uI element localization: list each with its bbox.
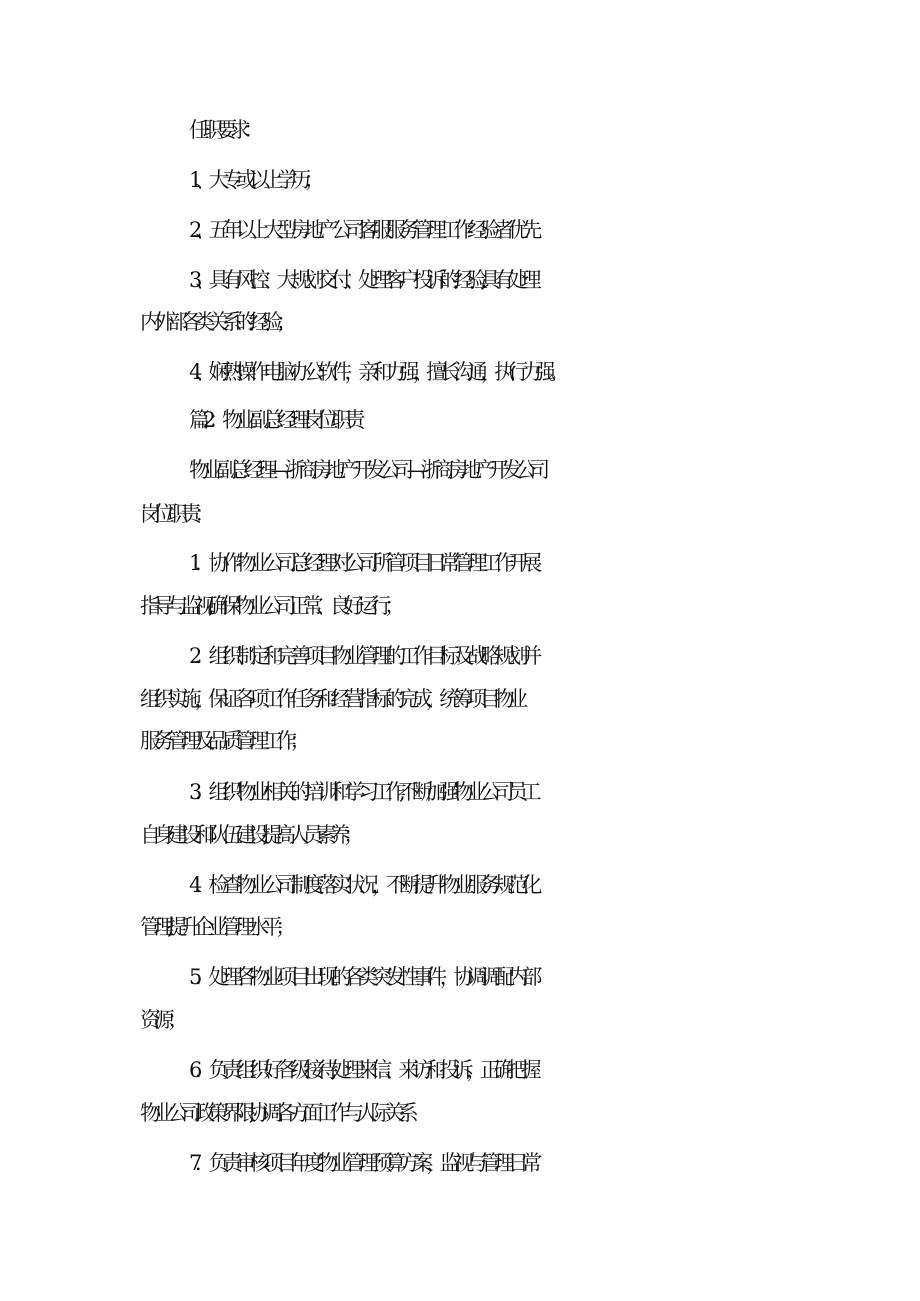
duty-item: 7．负责审核项目年度物业管理预算方案，监视与管理日常 [189, 1151, 535, 1175]
duty-item: 3．组织物业相关的培训和学习工作,不断加强物业公司员工 [189, 780, 535, 804]
duty-item: 1．协作物业公司总经理对公司所管项目日常管理工作开展 [189, 551, 535, 575]
duty-item: 6．负责组织好各级接待,处理来信、来访和投诉，正确把握 [189, 1058, 535, 1082]
requirement-item-continued: 内外部各类关系的经验； [140, 310, 290, 334]
requirement-item: 4、娴熟操作电脑办公软件，亲和力强，擅长沟通，执行力强。 [189, 360, 563, 384]
section-heading-duties: 岗位职责： [140, 502, 208, 526]
duty-item-continued: 管理,提升企业管理水平； [140, 915, 289, 939]
duty-item: 4．检查物业公司制度落实状况，不断提升物业服务规范化 [189, 873, 535, 897]
requirement-item: 1、大专或以上学历； [189, 168, 318, 192]
duty-item-continued: 服务管理及品质管理工作； [140, 729, 304, 753]
requirement-item: 3、具有风控、大规划交付、处理客户投诉的经验,具有处理 [189, 268, 535, 292]
duty-item-continued: 资源； [140, 1008, 181, 1032]
duty-item: 2．组织制定和完善项目物业管理的工作目标及战略规划并 [189, 644, 535, 668]
chapter-heading: 篇2：物业副总经理岗位职责 [189, 408, 359, 432]
requirement-item: 2、五年以上大型房地产公司客服服务管理工作经验者优先 [189, 218, 535, 242]
section-heading-requirements: 任职要求： [189, 118, 257, 142]
duty-item-continued: 物业公司政策界限,协调各方面工作与人际关系 [140, 1101, 412, 1125]
job-title-line: 物业副总经理—浙商房地产开发公司—浙商房地产开发公司 [189, 458, 543, 482]
duty-item-continued: 组织实施，保证各项工作任务和经营指标的完成，统筹项目物业 [140, 687, 521, 711]
duty-item-continued: 指导与监视,确保物业公司正常、良好运行； [140, 594, 398, 618]
duty-item: 5．处理各物业项目出现的各类突发性事件，协调调配内部 [189, 965, 535, 989]
duty-item-continued: 自身建设和队伍建设,提高人员素养； [140, 823, 357, 847]
